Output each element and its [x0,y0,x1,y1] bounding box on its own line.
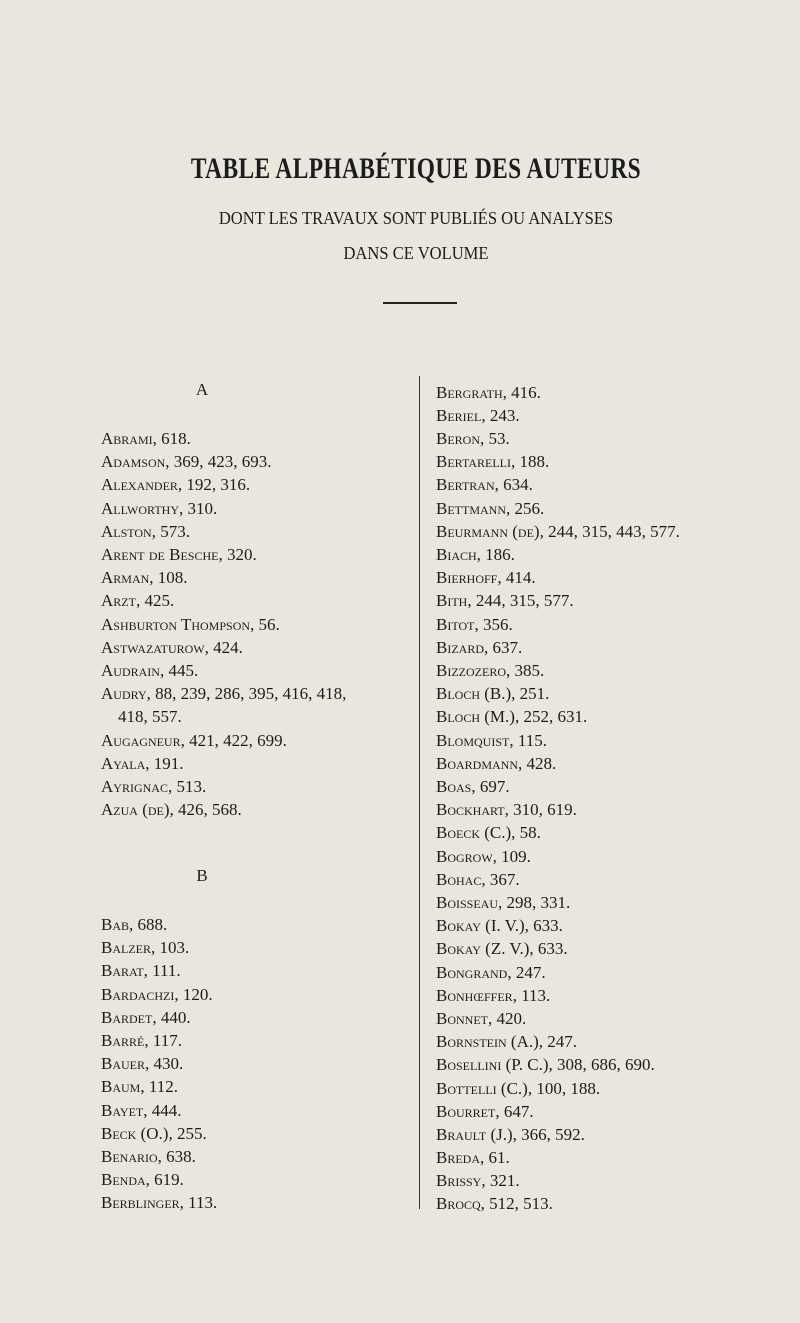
index-entry: Bardet, 440. [101,1008,191,1027]
index-entry: Arzt, 425. [101,591,175,610]
index-entry: Bab, 688. [101,915,168,934]
index-entry: Alston, 573. [101,522,190,541]
index-entry: Bokay (I. V.), 633. [436,916,563,935]
index-entry: Abrami, 618. [101,429,191,448]
index-entry: Ashburton Thompson, 56. [101,615,280,634]
index-entry: Beurmann (de), 244, 315, 443, 577. [436,522,680,541]
index-entry: Bauer, 430. [101,1054,184,1073]
index-entry: Bonnet, 420. [436,1009,527,1028]
index-entry: Benda, 619. [101,1170,184,1189]
index-entry: Balzer, 103. [101,938,190,957]
index-entry: Boisseau, 298, 331. [436,893,571,912]
index-entry: Bertarelli, 188. [436,452,550,471]
index-entry: Blomquist, 115. [436,731,547,750]
index-entry: Barré, 117. [101,1031,182,1050]
index-entry: Beck (O.), 255. [101,1124,207,1143]
page-title: TABLE ALPHABÉTIQUE DES AUTEURS [190,152,642,185]
title-rule [383,302,457,304]
index-entry: Bardachzi, 120. [101,985,213,1004]
page-subtitle-line-2: DANS CE VOLUME [343,243,489,263]
index-entry: Breda, 61. [436,1148,510,1167]
index-entry: Bertran, 634. [436,475,533,494]
index-entry: Boeck (C.), 58. [436,823,541,842]
index-entry: Alexander, 192, 316. [101,475,251,494]
index-entry: Astwazaturow, 424. [101,638,243,657]
index-entry: Brocq, 512, 513. [436,1194,553,1213]
index-entry: Bokay (Z. V.), 633. [436,939,568,958]
index-entry: Beriel, 243. [436,406,520,425]
index-entry: Bottelli (C.), 100, 188. [436,1079,601,1098]
index-entry: Bogrow, 109. [436,847,531,866]
section-letter-b: B [196,866,208,885]
index-entry: Augagneur, 421, 422, 699. [101,731,287,750]
section-letter-a: A [195,380,209,399]
index-entry: Bourret, 647. [436,1102,534,1121]
index-entry: Bornstein (A.), 247. [436,1032,578,1051]
index-entry: Beron, 53. [436,429,510,448]
index-entry: Bockhart, 310, 619. [436,800,577,819]
index-entry: Bizard, 637. [436,638,523,657]
index-entry: Bonhœffer, 113. [436,986,551,1005]
index-entry: Bitot, 356. [436,615,513,634]
index-entry: Adamson, 369, 423, 693. [101,452,272,471]
index-entry: Audry, 88, 239, 286, 395, 416, 418, [101,684,347,703]
index-entry-continuation: 418, 557. [118,707,182,726]
index-entry: Brissy, 321. [436,1171,520,1190]
index-entry: Bloch (M.), 252, 631. [436,707,588,726]
index-entry: Arent de Besche, 320. [101,545,257,564]
index-entry: Arman, 108. [101,568,188,587]
index-entry: Bosellini (P. C.), 308, 686, 690. [436,1055,655,1074]
index-entry: Barat, 111. [101,961,181,980]
index-entry: Ayrignac, 513. [101,777,207,796]
index-entry: Berblinger, 113. [101,1193,218,1212]
page-subtitle-line-1: DONT LES TRAVAUX SONT PUBLIÉS OU ANALYSES [218,208,614,228]
index-entry: Bizzozero, 385. [436,661,545,680]
column-divider [419,376,420,1209]
index-entry: Brault (J.), 366, 592. [436,1125,585,1144]
index-entry: Boardmann, 428. [436,754,557,773]
index-entry: Azua (de), 426, 568. [101,800,242,819]
index-entry: Bergrath, 416. [436,383,541,402]
index-entry: Biach, 186. [436,545,515,564]
index-entry: Bloch (B.), 251. [436,684,550,703]
index-entry: Bayet, 444. [101,1101,182,1120]
index-entry: Benario, 638. [101,1147,196,1166]
index-entry: Audrain, 445. [101,661,199,680]
index-entry: Boas, 697. [436,777,510,796]
index-entry: Baum, 112. [101,1077,178,1096]
index-entry: Bongrand, 247. [436,963,546,982]
index-entry: Ayala, 191. [101,754,184,773]
index-entry: Bith, 244, 315, 577. [436,591,574,610]
index-entry: Allworthy, 310. [101,499,218,518]
index-entry: Bohac, 367. [436,870,520,889]
index-entry: Bettmann, 256. [436,499,545,518]
index-entry: Bierhoff, 414. [436,568,536,587]
